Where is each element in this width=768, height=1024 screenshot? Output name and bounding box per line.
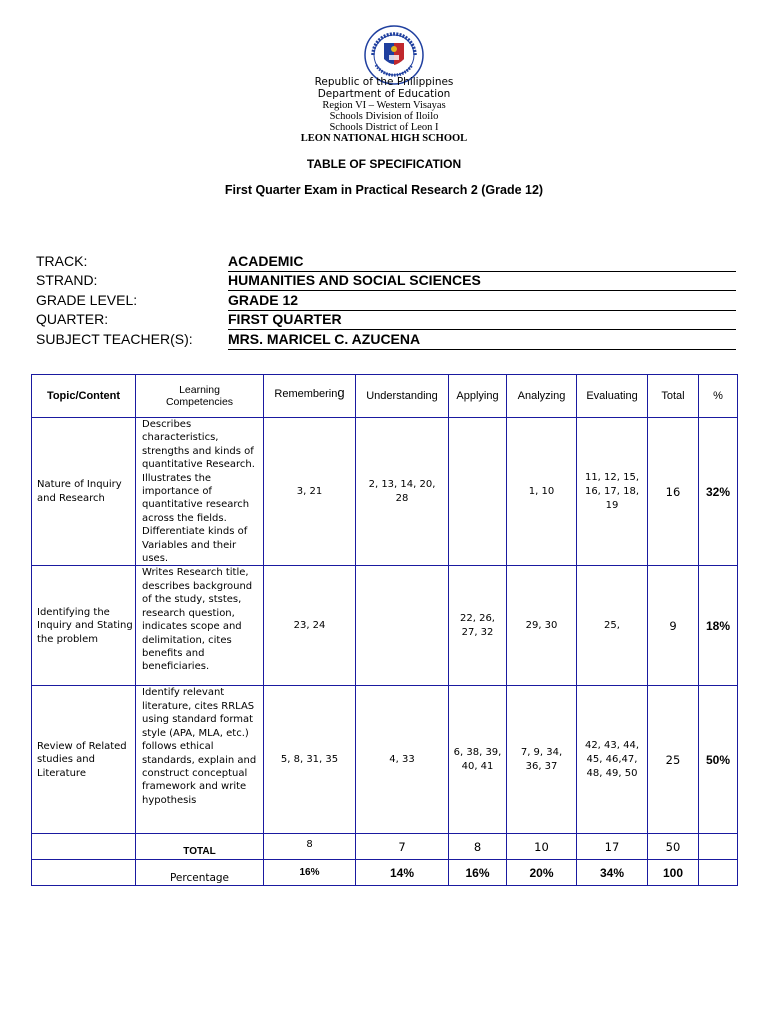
topic-cell: Identifying the Inquiry and Stating the problem <box>32 566 136 686</box>
understanding-cell: 4, 33 <box>356 686 449 834</box>
evaluating-cell: 25, <box>577 566 648 686</box>
percentage-row <box>32 860 738 886</box>
competencies-cell: Identify relevant literature, cites RRLAS using standard format style (APA, MLA, etc.) follows ethical standards, explain and construct conceptual framework and write hypothesis <box>136 686 264 834</box>
empty-cell <box>699 834 738 860</box>
empty-cell <box>699 860 738 886</box>
topic-cell: Nature of Inquiry and Research <box>32 418 136 566</box>
total-row <box>32 834 738 860</box>
total-evaluating: 17 <box>577 834 648 860</box>
analyzing-cell: 1, 10 <box>507 418 577 566</box>
competencies-cell: Writes Research title, describes background of the study, ststes, research question, indicates scope and delimitation, cites benefits and beneficiaries. <box>136 566 264 686</box>
col-applying: Applying <box>449 375 507 418</box>
region-line: Region VI – Western Visayas <box>322 100 446 111</box>
total-label: TOTAL <box>136 834 264 860</box>
understanding-cell <box>356 566 449 686</box>
analyzing-text: 7, 9, 34, 36, 37 <box>520 746 563 772</box>
percent-cell: 32% <box>699 418 738 566</box>
col-topic: Topic/Content <box>32 375 136 418</box>
percentage-total: 100 <box>648 860 699 886</box>
remembering-cell: 23, 24 <box>264 566 356 686</box>
specification-table <box>31 374 738 886</box>
header-row <box>32 375 738 418</box>
district-line: Schools District of Leon I <box>329 122 439 133</box>
applying-cell <box>449 418 507 566</box>
percentage-applying: 16% <box>449 860 507 886</box>
table-row <box>32 418 738 566</box>
col-evaluating: Evaluating <box>577 375 648 418</box>
table-row <box>32 686 738 834</box>
track-value: ACADEMIC <box>228 252 736 272</box>
department-line: Department of Education <box>317 88 451 100</box>
col-remembering <box>264 375 356 418</box>
total-analyzing: 10 <box>507 834 577 860</box>
teacher-value: MRS. MARICEL C. AZUCENA <box>228 330 736 350</box>
total-cell: 9 <box>648 566 699 686</box>
col-percent: % <box>699 375 738 418</box>
evaluating-cell <box>577 418 648 566</box>
total-understanding: 7 <box>356 834 449 860</box>
percent-cell: 18% <box>699 566 738 686</box>
topic-cell: Review of Related studies and Literature <box>32 686 136 834</box>
col-total: Total <box>648 375 699 418</box>
grade-level-label: GRADE LEVEL: <box>36 292 138 308</box>
evaluating-cell <box>577 686 648 834</box>
percentage-remembering: 16% <box>264 860 356 886</box>
empty-cell <box>32 834 136 860</box>
applying-text: 22, 26, 27, 32 <box>460 612 495 638</box>
col-remembering-label: Rememberin <box>274 388 338 400</box>
applying-cell <box>449 566 507 686</box>
applying-cell <box>449 686 507 834</box>
empty-cell <box>32 860 136 886</box>
evaluating-text: 11, 12, 15, 16, 17, 18, 19 <box>584 471 640 511</box>
total-total: 50 <box>648 834 699 860</box>
strand-label: STRAND: <box>36 272 98 288</box>
total-remembering: 8 <box>264 834 356 860</box>
total-cell: 16 <box>648 418 699 566</box>
percent-cell: 50% <box>699 686 738 834</box>
percentage-analyzing: 20% <box>507 860 577 886</box>
col-analyzing: Analyzing <box>507 375 577 418</box>
col-competencies-label: Learning Competencies <box>165 384 234 408</box>
quarter-value: FIRST QUARTER <box>228 310 736 330</box>
evaluating-text: 42, 43, 44, 45, 46,47, 48, 49, 50 <box>584 739 640 779</box>
percentage-evaluating: 34% <box>577 860 648 886</box>
percentage-label: Percentage <box>136 860 264 886</box>
school-name: LEON NATIONAL HIGH SCHOOL <box>300 133 468 144</box>
republic-line: Republic of the Philippines <box>314 76 454 88</box>
competencies-cell: Describes characteristics, strengths and kinds of quantitative Research. Illustrates the importance of quantitative research across the fields. Differentiate kinds of Variables and their uses. <box>136 418 264 566</box>
understanding-text: 2, 13, 14, 20, 28 <box>368 478 436 504</box>
col-competencies <box>136 375 264 418</box>
total-applying: 8 <box>449 834 507 860</box>
total-cell: 25 <box>648 686 699 834</box>
teacher-label: SUBJECT TEACHER(S): <box>36 331 193 347</box>
document-title: TABLE OF SPECIFICATION <box>306 157 462 171</box>
table-row <box>32 566 738 686</box>
col-remembering-g: g <box>337 385 345 400</box>
division-line: Schools Division of Iloilo <box>329 111 439 122</box>
document-subtitle: First Quarter Exam in Practical Research 2 (Grade 12) <box>224 183 544 197</box>
strand-value: HUMANITIES AND SOCIAL SCIENCES <box>228 271 736 291</box>
analyzing-cell: 29, 30 <box>507 566 577 686</box>
remembering-cell: 3, 21 <box>264 418 356 566</box>
applying-text: 6, 38, 39, 40, 41 <box>453 746 502 772</box>
col-understanding: Understanding <box>356 375 449 418</box>
grade-level-value: GRADE 12 <box>228 291 736 311</box>
quarter-label: QUARTER: <box>36 311 109 327</box>
remembering-cell: 5, 8, 31, 35 <box>264 686 356 834</box>
analyzing-cell <box>507 686 577 834</box>
percentage-understanding: 14% <box>356 860 449 886</box>
track-label: TRACK: <box>36 253 88 269</box>
understanding-cell <box>356 418 449 566</box>
